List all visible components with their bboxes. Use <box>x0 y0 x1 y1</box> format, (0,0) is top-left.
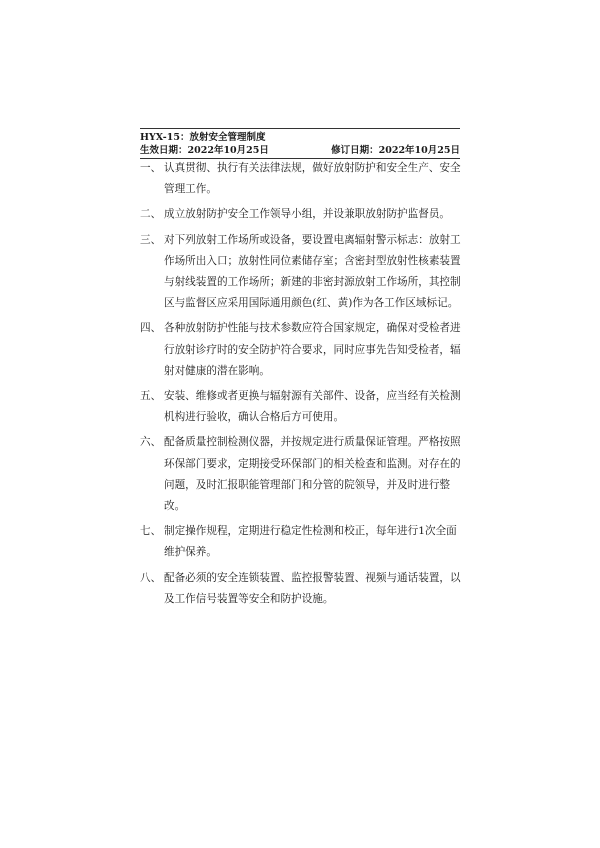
clause-text: 制定操作规程，定期进行稳定性检测和校正，每年进行1次全面维护保养。 <box>164 525 457 559</box>
clause-number: 五、 <box>140 390 162 403</box>
clause-6 <box>140 432 462 517</box>
clause-5 <box>140 386 462 428</box>
clause-text: 各种放射防护性能与技术参数应符合国家规定，确保对受检者进行放射诊疗时的安全防护符合要求，同时应事先告知受检者，辐射对健康的潜在影响。 <box>164 322 461 377</box>
clause-text: 配备必须的安全连锁装置、监控报警装置、视频与通话装置，以及工作信号装置等安全和防护设施。 <box>164 571 461 605</box>
effective-date: 生效日期：2022年10月25日 <box>140 145 269 156</box>
document-title: HYX-15：放射安全管理制度 <box>140 132 266 143</box>
clause-number: 六、 <box>140 436 162 449</box>
clause-number: 三、 <box>140 233 162 246</box>
clause-1 <box>140 158 462 200</box>
clause-7 <box>140 521 462 563</box>
clause-number: 二、 <box>140 208 162 221</box>
clause-4 <box>140 318 462 382</box>
revision-date: 修订日期：2022年10月25日 <box>331 145 460 156</box>
clause-8 <box>140 568 462 610</box>
clause-text: 对下列放射工作场所或设备，要设置电离辐射警示标志：放射工作场所出入口；放射性同位素储存室；含密封型放射性核素装置与射线装置的工作场所；新建的非密封源放射工作场所，其控制区与监督区应采用国际通用颜色(红、黄)作为各工作区域标记。 <box>164 233 461 310</box>
clause-text: 认真贯彻、执行有关法律法规，做好放射防护和安全生产、安全管理工作。 <box>164 162 461 196</box>
clause-2 <box>140 204 462 225</box>
clause-text: 安装、维修或者更换与辐射源有关部件、设备，应当经有关检测机构进行验收，确认合格后方可使用。 <box>164 390 461 424</box>
clause-number: 一、 <box>140 162 162 174</box>
document-body <box>140 158 462 614</box>
clause-number: 七、 <box>140 525 162 538</box>
clause-text: 成立放射防护安全工作领导小组，并设兼职放射防护监督员。 <box>164 208 451 221</box>
document-dates <box>140 144 460 157</box>
clause-text: 配备质量控制检测仪器，并按规定进行质量保证管理。严格按照环保部门要求，定期接受环保部门的相关检查和监测。对存在的问题，及时汇报职能管理部门和分管的院领导，并及时进行整改。 <box>164 436 461 513</box>
document-header <box>140 128 460 159</box>
clause-3 <box>140 230 462 315</box>
clause-number: 八、 <box>140 571 162 584</box>
clause-number: 四、 <box>140 322 162 335</box>
